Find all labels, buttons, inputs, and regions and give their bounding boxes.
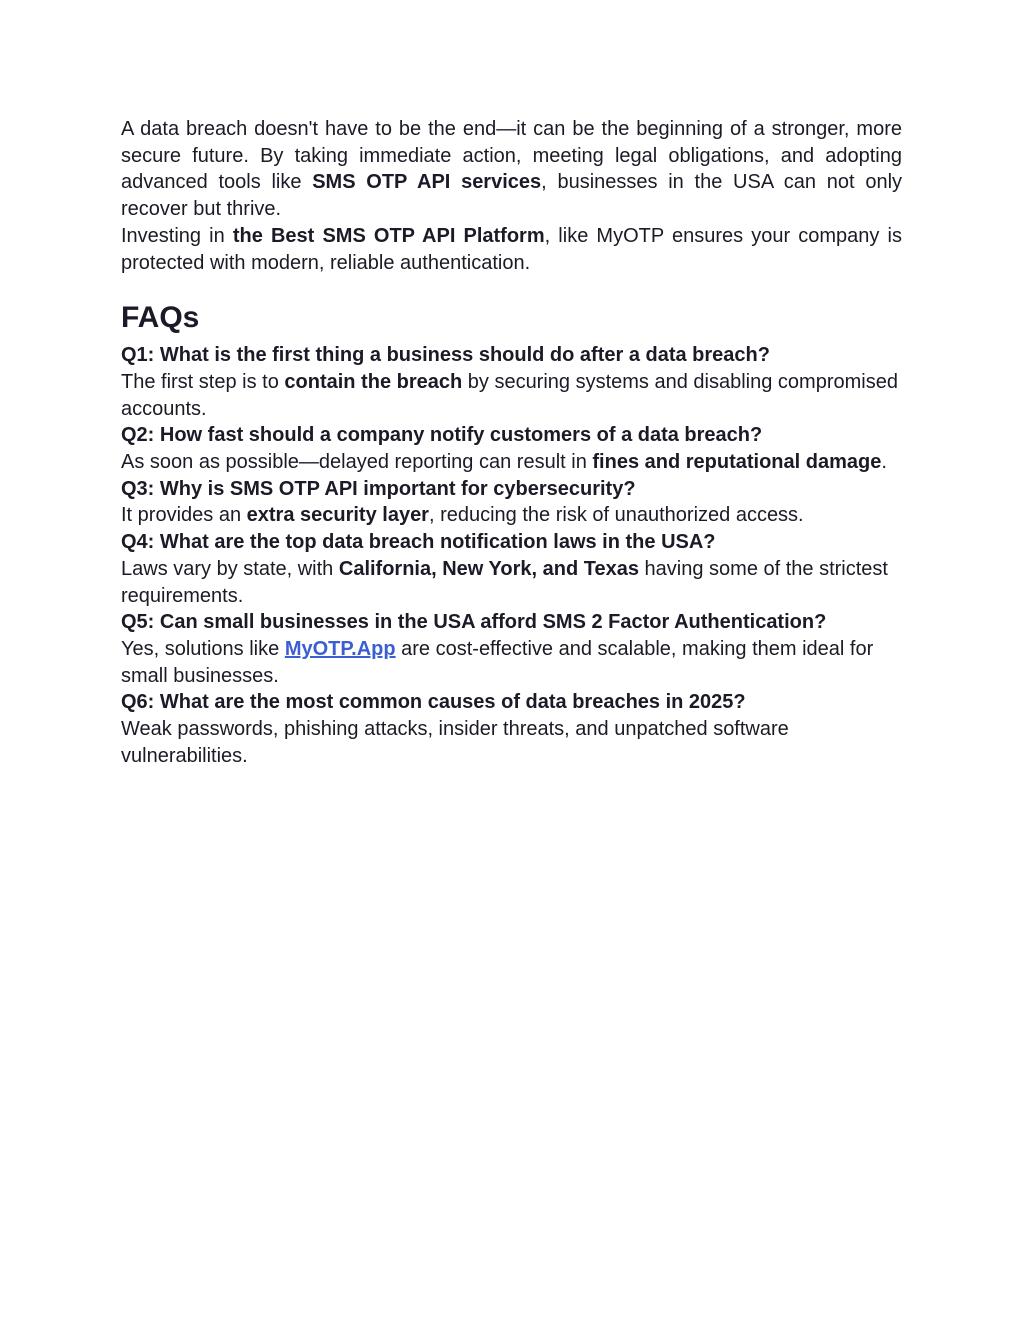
myotp-app-link[interactable]: MyOTP.App [284,637,396,660]
faqs-heading: FAQs [121,301,200,335]
faq-question-5: Q5: Can small businesses in the USA afford SMS 2 Factor Authentication? [121,611,827,634]
faq-answer-1-text: The first step is to [121,370,285,393]
faq-question-6: Q6: What are the most common causes of data breaches in 2025? [121,691,746,714]
intro-paragraph-1 [121,116,902,223]
faq-answer-4-bold-phrase: California, New York, and Texas [338,557,639,580]
faq-answer-2-text: As soon as possible—delayed reporting can result in [121,451,593,474]
intro-p1-bold-phrase: SMS OTP API services [312,171,542,194]
faq-answer-3-bold-phrase: extra security layer [246,504,429,527]
intro-p2-text-end: , like MyOTP ensures your company is protected with modern, reliable authentication. [121,224,902,274]
faq-answer-5-text-end: are cost-effective and scalable, making them ideal for small businesses. [121,637,874,687]
faq-answer-5-text: Yes, solutions like [121,637,285,660]
faq-item [121,529,902,609]
faq-item [121,342,902,422]
faq-question-4: Q4: What are the top data breach notification laws in the USA? [121,531,716,554]
intro-p1-text: A data breach doesn't have to be the end—it can be the beginning of a stronger, more secure future. By taking immediate action, meeting legal obligations, and adopting advanced tools like [121,118,902,194]
intro-p2-text: Investing in [121,224,233,247]
faq-answer-5 [121,636,902,689]
faq-item [121,476,902,529]
faq-answer-6-text: Weak passwords, phishing attacks, insider threats, and unpatched software vulnerabilities. [121,718,789,767]
faq-answer-2 [121,449,902,476]
faq-answer-3-text: It provides an [121,504,247,527]
faq-answer-2-bold-phrase: fines and reputational damage [592,451,882,474]
faq-answer-4-text: Laws vary by state, with [121,557,339,580]
faq-answer-3-text-end: , reducing the risk of unauthorized access. [428,504,804,527]
intro-paragraph-2 [121,223,902,276]
faq-answer-1-bold-phrase: contain the breach [284,370,463,393]
faq-answer-2-text-end: . [881,451,887,474]
faq-answer-3 [121,502,902,529]
faq-answer-4 [121,556,902,609]
document-content [121,116,902,769]
faq-item [121,422,902,475]
faq-answer-1-text-end: by securing systems and disabling compromised accounts. [121,370,898,420]
faq-item [121,689,902,769]
faq-answer-1 [121,369,902,422]
faq-item [121,609,902,689]
faq-question-1: Q1: What is the first thing a business should do after a data breach? [121,344,770,367]
faq-answer-6 [121,716,902,769]
faq-question-2: Q2: How fast should a company notify customers of a data breach? [121,424,763,447]
intro-p2-bold-phrase: the Best SMS OTP API Platform [232,224,545,247]
intro-p1-text-end: , businesses in the USA can not only recover but thrive. [121,171,903,221]
faq-answer-4-text-end: having some of the strictest requirements. [121,557,888,607]
faq-question-3: Q3: Why is SMS OTP API important for cybersecurity? [121,477,636,500]
